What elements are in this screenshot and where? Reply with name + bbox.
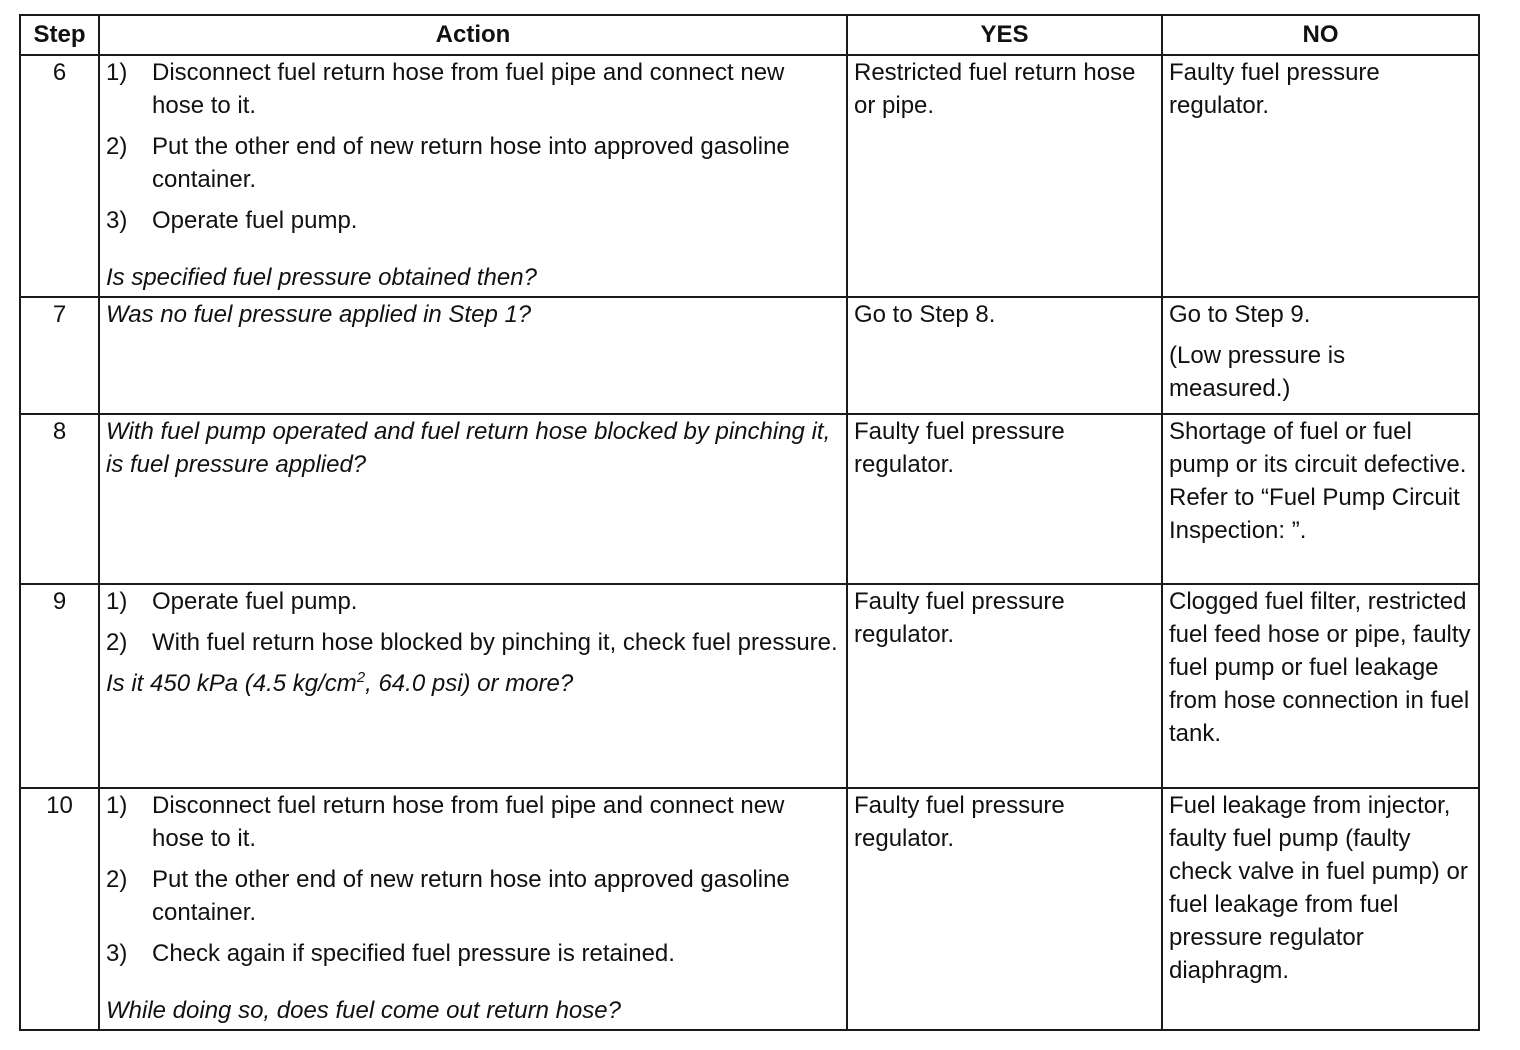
diagnosis-table: [19, 14, 1480, 1031]
item-number: 1): [106, 792, 128, 819]
step-number: 10: [20, 788, 99, 1030]
item-number: 1): [106, 59, 128, 86]
action-item: [106, 789, 840, 855]
no-cell: [1162, 297, 1479, 414]
item-text: Disconnect fuel return hose from fuel pipe and connect new hose to it.: [152, 59, 785, 119]
item-number: 3): [106, 940, 128, 967]
item-number: 2): [106, 866, 128, 893]
item-text: Put the other end of new return hose into approved gasoline container.: [152, 133, 790, 193]
no-cell: [1162, 414, 1479, 584]
no-text: Shortage of fuel or fuel pump or its circuit defective. Refer to “Fuel Pump Circuit Inspection: ”.: [1169, 418, 1467, 544]
item-text: Disconnect fuel return hose from fuel pipe and connect new hose to it.: [152, 792, 785, 852]
no-text: Fuel leakage from injector, faulty fuel pump (faulty check valve in fuel pump) or fuel leakage from fuel pressure regulator diaphragm.: [1169, 792, 1468, 984]
action-question: Is specified fuel pressure obtained then?: [106, 264, 537, 291]
item-text: Check again if specified fuel pressure is retained.: [152, 940, 675, 967]
item-text: Operate fuel pump.: [152, 207, 358, 234]
yes-cell: Faulty fuel pressure regulator.: [847, 788, 1162, 1030]
action-item: [106, 863, 840, 929]
header-row: [20, 15, 1479, 55]
no-cell: [1162, 788, 1479, 1030]
question-part: Is it 450 kPa (4.5 kg/cm: [106, 670, 357, 697]
no-text: Go to Step 9.: [1169, 301, 1311, 328]
table-row: [20, 584, 1479, 788]
question-part: , 64.0 psi) or more?: [365, 670, 574, 697]
item-number: 1): [106, 588, 128, 615]
action-item: [106, 937, 840, 970]
step-number: 7: [20, 297, 99, 414]
header-action: Action: [99, 15, 847, 55]
action-cell: [99, 297, 847, 414]
action-cell: [99, 788, 847, 1030]
yes-cell: Go to Step 8.: [847, 297, 1162, 414]
item-number: 2): [106, 629, 128, 656]
step-number: 6: [20, 55, 99, 297]
action-question: Was no fuel pressure applied in Step 1?: [106, 301, 532, 328]
action-item: [106, 585, 840, 618]
header-no: NO: [1162, 15, 1479, 55]
item-number: 3): [106, 207, 128, 234]
action-cell: [99, 55, 847, 297]
no-cell: [1162, 55, 1479, 297]
action-question: While doing so, does fuel come out return hose?: [106, 997, 621, 1024]
no-text: Clogged fuel filter, restricted fuel feed hose or pipe, faulty fuel pump or fuel leakage from hose connection in fuel tank.: [1169, 588, 1471, 747]
no-cell: [1162, 584, 1479, 788]
action-cell: [99, 414, 847, 584]
action-item: [106, 56, 840, 122]
action-question: [106, 667, 840, 700]
yes-cell: Faulty fuel pressure regulator.: [847, 584, 1162, 788]
superscript: 2: [356, 669, 366, 686]
table-row: [20, 788, 1479, 1030]
table-row: [20, 414, 1479, 584]
action-cell: [99, 584, 847, 788]
yes-cell: Restricted fuel return hose or pipe.: [847, 55, 1162, 297]
action-item: [106, 204, 840, 237]
action-item: [106, 130, 840, 196]
item-number: 2): [106, 133, 128, 160]
no-text: (Low pressure is measured.): [1169, 342, 1346, 402]
table-row: [20, 297, 1479, 414]
header-step: Step: [20, 15, 99, 55]
yes-cell: Faulty fuel pressure regulator.: [847, 414, 1162, 584]
action-question: With fuel pump operated and fuel return hose blocked by pinching it, is fuel pressure applied?: [106, 418, 831, 478]
header-yes: YES: [847, 15, 1162, 55]
table-row: [20, 55, 1479, 297]
item-text: Operate fuel pump.: [152, 588, 358, 615]
item-text: Put the other end of new return hose into approved gasoline container.: [152, 866, 790, 926]
action-item: [106, 626, 840, 659]
step-number: 9: [20, 584, 99, 788]
step-number: 8: [20, 414, 99, 584]
no-text: Faulty fuel pressure regulator.: [1169, 59, 1380, 119]
item-text: With fuel return hose blocked by pinching it, check fuel pressure.: [152, 629, 838, 656]
